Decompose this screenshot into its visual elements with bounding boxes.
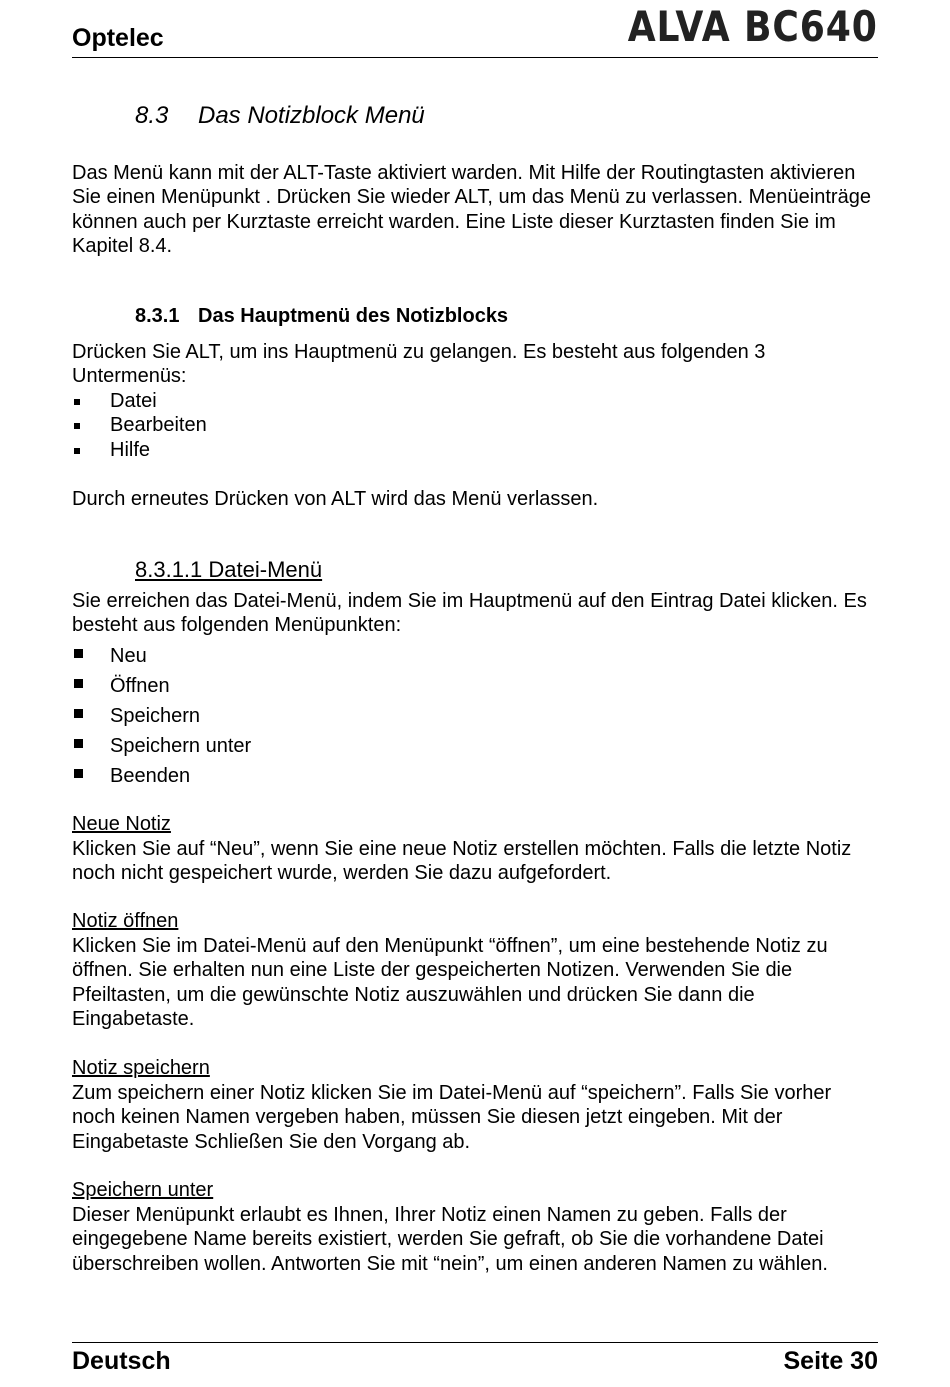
bullet-icon [74,709,83,718]
entry-text: Dieser Menüpunkt erlaubt es Ihnen, Ihrer Notiz einen Namen zu geben. Falls der eingegebene Name bereits existiert, werden Sie gefraft, ob Sie die vorhandene Datei überschreiben wollen. Antworten Sie mit “nein”, um einen anderen Namen zu wählen. [72,1204,828,1275]
section-heading [135,102,425,130]
section-intro: Das Menü kann mit der ALT-Taste aktiviert warden. Mit Hilfe der Routingtasten aktivieren Sie einen Menüpunkt . Drücken Sie wieder ALT, um das Menü zu verlassen. Menüeinträge können auch per Kurztaste erreicht warden. Eine Liste dieser Kurztasten finden Sie im Kapitel 8.4. [72,162,871,258]
list-item: Beenden [72,761,251,791]
footer-language: Deutsch [72,1347,171,1375]
bullet-icon [74,423,80,429]
page-number: Seite 30 [783,1347,878,1375]
list-item: Öffnen [72,671,251,701]
main-menu-list [72,389,207,462]
brand-name: Optelec [72,24,164,52]
entry-text: Klicken Sie im Datei-Menü auf den Menüpunkt “öffnen”, um eine bestehende Notiz zu öffnen. Sie erhalten nun eine Liste der gespeicherten Notizen. Verwenden Sie die Pfeiltasten, um die gewünschte Notiz auszuwählen und drücken Sie dann die Eingabetaste. [72,935,828,1031]
datei-menu-list [72,641,251,791]
list-item: Hilfe [72,438,207,462]
list-item: Speichern unter [72,731,251,761]
entry-title: Neue Notiz [72,813,171,835]
list-item: Neu [72,641,251,671]
bullet-icon [74,448,80,454]
bullet-icon [74,679,83,688]
section-title: Das Notizblock Menü [198,102,425,129]
list-item: Datei [72,389,207,413]
entry-title: Notiz speichern [72,1057,210,1079]
bullet-icon [74,769,83,778]
list-item: Speichern [72,701,251,731]
subsection-heading [135,305,508,328]
bullet-icon [74,649,83,658]
page-header [72,0,878,58]
entry-text: Zum speichern einer Notiz klicken Sie im Datei-Menü auf “speichern”. Falls Sie vorher noch keinen Namen vergeben haben, müssen Sie diesen jetzt eingeben. Mit der Eingabetaste Schließen Sie den Vorgang ab. [72,1082,832,1153]
section-number: 8.3 [135,102,169,129]
product-logo: ALVA BC640 [627,2,878,51]
subsection-number: 8.3.1 [135,305,180,327]
datei-menu-intro: Sie erreichen das Datei-Menü, indem Sie im Hauptmenü auf den Eintrag Datei klicken. Es besteht aus folgenden Menüpunkten: [72,590,867,637]
entry-title: Notiz öffnen [72,910,179,932]
subsection-intro: Drücken Sie ALT, um ins Hauptmenü zu gelangen. Es besteht aus folgenden 3 Untermenüs: [72,341,766,388]
subsection-title: Das Hauptmenü des Notizblocks [198,305,509,327]
entry-text: Klicken Sie auf “Neu”, wenn Sie eine neue Notiz erstellen möchten. Falls die letzte Notiz noch nicht gespeichert wurde, werden Sie dazu aufgefordert. [72,838,852,885]
datei-menu-heading: 8.3.1.1 Datei-Menü [135,557,323,582]
bullet-icon [74,399,80,405]
entry-title: Speichern unter [72,1179,214,1201]
page-footer [72,1342,878,1375]
list-item: Bearbeiten [72,413,207,437]
document-page [72,0,878,1387]
bullet-icon [74,739,83,748]
subsection-outro: Durch erneutes Drücken von ALT wird das Menü verlassen. [72,488,599,510]
